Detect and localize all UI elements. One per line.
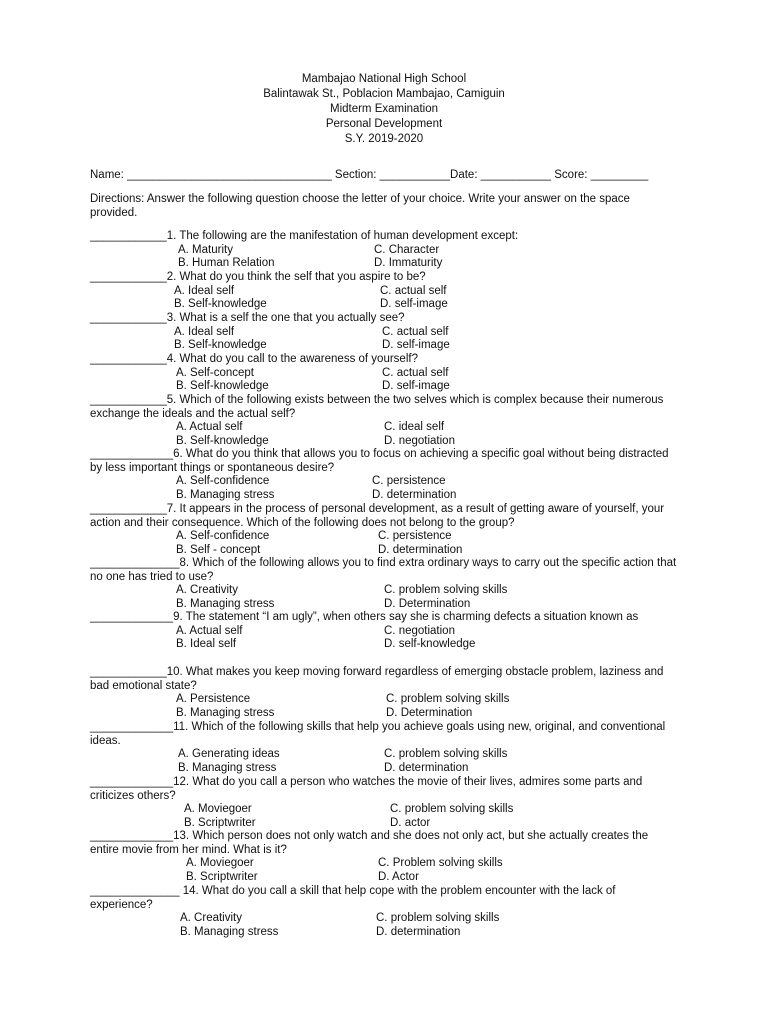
option-c: C. persistence [372,475,446,488]
question-stem: _____________12. What do you call a person who watches the movie of their lives, admires some parts and criticizes others? [90,776,643,802]
subject-title: Personal Development [325,118,443,130]
question-8 [90,557,680,611]
option-d: D. self-image [382,339,450,352]
question-6 [90,448,680,502]
option-b: B. Scriptwriter [184,816,256,829]
option-c: C. problem solving skills [376,912,500,925]
question-11 [90,721,680,775]
option-c: C. Problem solving skills [378,857,503,870]
option-c: C. problem solving skills [390,803,514,816]
option-c: C. negotiation [384,624,455,637]
option-d: D. determination [378,543,463,556]
exam-title: Midterm Examination [329,103,438,115]
option-b: B. Self-knowledge [176,380,269,393]
option-d: D. actor [390,816,431,829]
option-b: B. Human Relation [178,257,275,270]
option-b: B. Self-knowledge [176,434,269,447]
option-a: A. Persistence [176,693,251,706]
option-c: C. ideal self [384,421,445,434]
option-c: C. persistence [378,530,452,543]
option-d: D. determination [384,761,469,774]
option-a: A. Self-concept [176,366,254,379]
option-d: D. negotiation [384,434,455,447]
option-a: A. Moviegoer [186,857,254,870]
option-a: A. Ideal self [174,325,235,338]
option-a: A. Creativity [176,584,238,597]
question-4 [90,353,680,394]
question-2 [90,271,680,312]
school-year: S.Y. 2019-2020 [344,133,424,145]
option-a: A. Actual self [176,624,243,637]
option-d: D. Determination [386,706,473,719]
question-stem: ____________2. What do you think the self that you aspire to be? [90,271,426,283]
student-info-line: Name: ________________________________ Section: ___________Date: ___________ Score: _________ [90,169,649,181]
option-d: D. Actor [378,870,419,883]
option-b: B. Self-knowledge [174,298,267,311]
school-name: Mambajao National High School [301,73,467,85]
option-b: B. Self - concept [176,543,261,556]
option-d: D. Determination [384,597,471,610]
option-b: B. Managing stress [176,488,275,501]
question-stem: ____________3. What is a self the one that you actually see? [90,312,405,324]
option-a: A. Generating ideas [178,748,280,761]
question-stem: ____________5. Which of the following exists between the two selves which is complex because their numerous exchange the ideals and the actual self? [90,394,664,420]
option-a: A. Self-confidence [176,475,270,488]
school-address: Balintawak St., Poblacion Mambajao, Camiguin [263,88,505,100]
option-b: B. Managing stress [176,706,275,719]
option-b: B. Managing stress [180,925,279,938]
option-c: C. problem solving skills [384,584,508,597]
question-stem: _____________6. What do you think that allows you to focus on achieving a specific goal without being distracted by less important things or spontaneous desire? [90,448,669,474]
option-a: A. Moviegoer [184,803,252,816]
option-b: B. Managing stress [178,761,277,774]
option-a: A. Actual self [176,421,243,434]
question-5 [90,394,680,448]
question-12 [90,776,680,830]
directions: Directions: Answer the following question choose the letter of your choice. Write your answer on the space provided. [90,193,630,219]
question-9 [90,611,680,652]
question-stem: ____________1. The following are the manifestation of human development except: [90,230,519,242]
question-stem: ____________10. What makes you keep moving forward regardless of emerging obstacle problem, laziness and bad emotional state? [90,666,664,692]
question-stem: _____________11. Which of the following skills that help you achieve goals using new, original, and conventional ideas. [90,721,666,747]
option-a: A. Maturity [178,243,233,256]
question-1 [90,230,680,271]
option-c: C. Character [374,243,440,256]
exam-header [0,72,768,147]
option-d: D. Immaturity [374,257,443,270]
question-stem: ______________8. Which of the following allows you to find extra ordinary ways to carry out the specific action that no one has tried to use? [90,557,677,583]
question-stem: _____________9. The statement “I am ugly”, when others say she is charming defects a situation known as [90,611,639,623]
question-stem: ____________4. What do you call to the awareness of yourself? [90,353,418,365]
question-14 [90,885,680,939]
question-stem: ______________ 14. What do you call a skill that help cope with the problem encounter with the lack of experience? [90,885,616,911]
question-10 [90,666,680,720]
question-stem: _____________13. Which person does not only watch and she does not only act, but she actually creates the entire movie from her mind. What is it? [90,830,649,856]
option-d: D. self-knowledge [384,638,476,651]
option-b: B. Scriptwriter [186,870,258,883]
option-d: D. determination [376,925,461,938]
option-d: D. self-image [382,380,450,393]
question-3 [90,312,680,353]
option-c: C. problem solving skills [384,748,508,761]
question-7 [90,503,680,557]
option-c: C. actual self [382,366,449,379]
option-c: C. actual self [382,325,449,338]
option-b: B. Managing stress [176,597,275,610]
option-a: A. Creativity [180,912,242,925]
option-b: B. Self-knowledge [174,339,267,352]
option-d: D. self-image [380,298,448,311]
option-c: C. actual self [380,284,447,297]
option-c: C. problem solving skills [386,693,510,706]
option-b: B. Ideal self [176,638,237,651]
option-d: D. determination [372,488,457,501]
question-stem: ____________7. It appears in the process of personal development, as a result of getting aware of yourself, your action and their consequence. Which of the following does not belong to the group? [90,503,665,529]
option-a: A. Self-confidence [176,530,270,543]
option-a: A. Ideal self [174,284,235,297]
question-13 [90,830,680,884]
